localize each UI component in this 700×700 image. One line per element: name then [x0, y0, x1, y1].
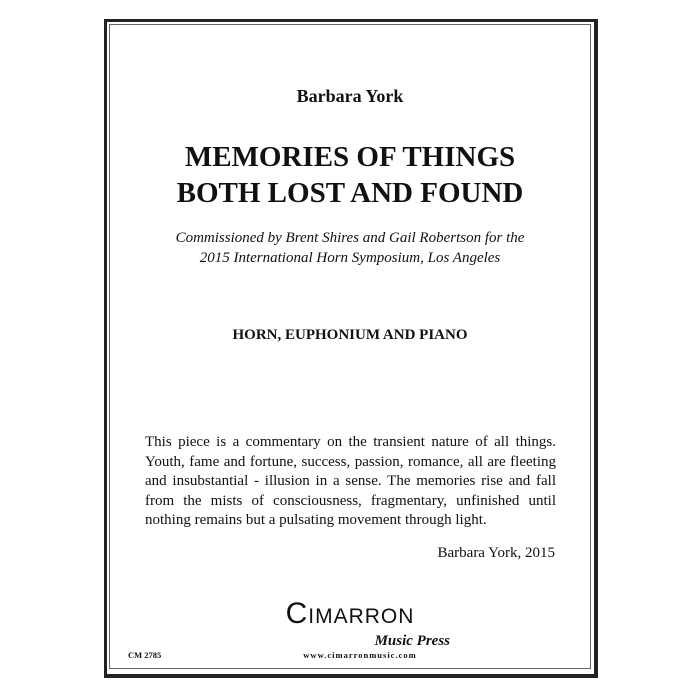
title-line: MEMORIES OF THINGS	[184, 141, 516, 173]
title	[109, 139, 591, 211]
commission-note	[109, 228, 591, 268]
title-line: BOTH LOST AND FOUND	[176, 177, 524, 209]
description: This piece is a commentary on the transient nature of all things. Youth, fame and fortune, success, passion, romance, all are fleeting and insubstantial - illusion in a sense. The memories rise and fall from the mists of consciousness, fragmentary, unfinished until nothing remains but a pulsating movement through light.	[145, 434, 556, 528]
logo-text: IMARRON	[308, 605, 415, 628]
publisher-url: www.cimarronmusic.com	[303, 650, 417, 660]
instrumentation: HORN, EUPHONIUM AND PIANO	[232, 327, 468, 343]
page-border-inner	[109, 24, 591, 669]
publisher-logo-sub: Music Press	[374, 633, 450, 649]
signature: Barbara York, 2015	[437, 545, 555, 561]
logo-initial: C	[285, 597, 309, 630]
publisher-logo	[230, 597, 470, 631]
commission-line: Commissioned by Brent Shires and Gail Robertson for the	[175, 230, 525, 246]
catalog-number: CM 2785	[128, 650, 162, 660]
commission-line: 2015 International Horn Symposium, Los Angeles	[199, 250, 501, 266]
composer-name: Barbara York	[296, 86, 404, 106]
